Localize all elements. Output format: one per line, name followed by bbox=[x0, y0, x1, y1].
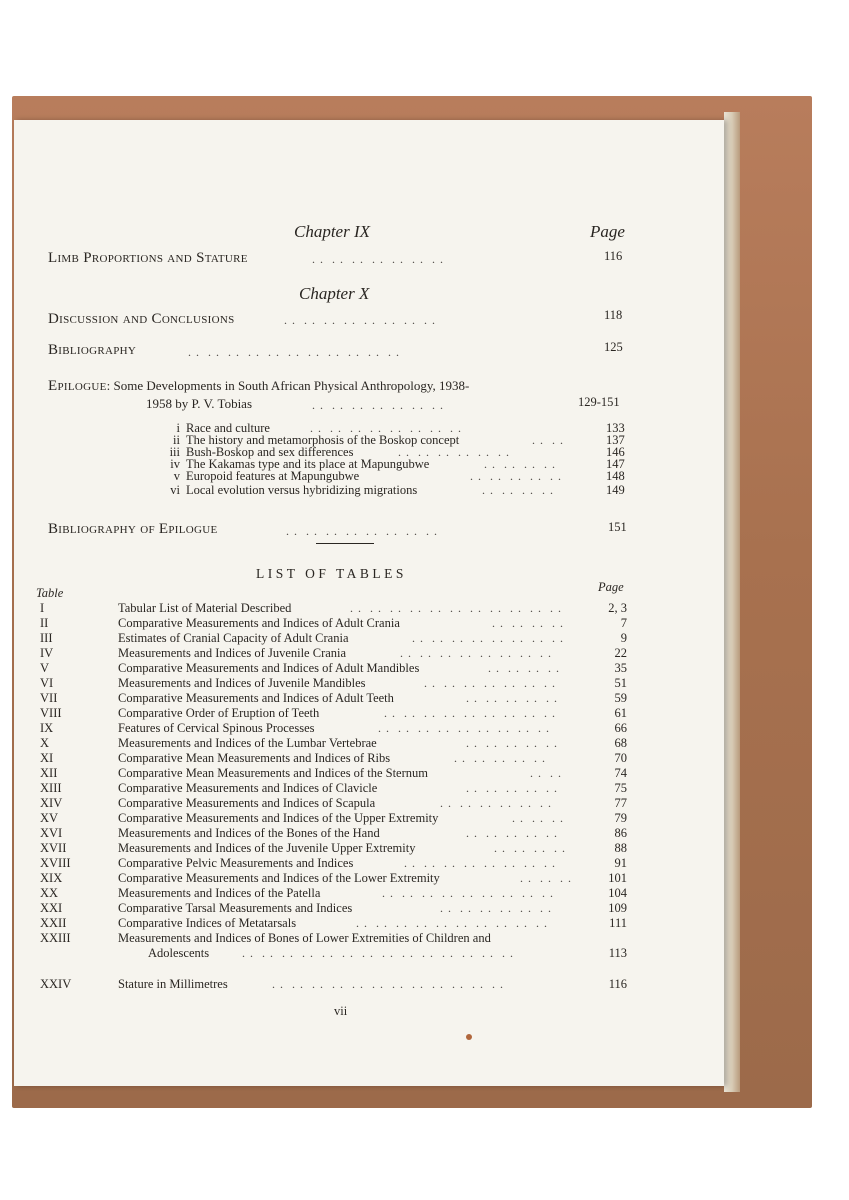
epilogue-section: ii The history and metamorphosis of the Boskop concept . . . . 137 bbox=[173, 433, 625, 447]
table-row: XIX Comparative Measurements and Indices of the Lower Extremity . . . . . . 101 bbox=[40, 871, 627, 885]
chapter-ix-title: Limb Proportions and Stature bbox=[48, 250, 248, 266]
leader-dots: . . . . . . . . . . . . . . bbox=[312, 252, 444, 266]
table-row: XV Comparative Measurements and Indices of the Upper Extremity . . . . . . 79 bbox=[40, 811, 627, 825]
leader-dots: . . . . . . . . . . . . . . . . bbox=[286, 524, 438, 538]
leader-dots: . . . . . . . . . . . . . . . . . . . . . . bbox=[188, 345, 400, 359]
epilogue-page: 129-151 bbox=[578, 395, 620, 409]
table-row: VI Measurements and Indices of Juvenile Mandibles . . . . . . . . . . . . . . 51 bbox=[40, 676, 627, 690]
table-row: XVII Measurements and Indices of the Juvenile Upper Extremity . . . . . . . . 88 bbox=[40, 841, 627, 855]
table-row: XI Comparative Mean Measurements and Indices of Ribs . . . . . . . . . . 70 bbox=[40, 751, 627, 765]
chapter-ix-heading: Chapter IX bbox=[294, 222, 371, 241]
table-row: IV Measurements and Indices of Juvenile Crania . . . . . . . . . . . . . . . . 22 bbox=[40, 646, 627, 660]
table-row: VIII Comparative Order of Eruption of Teeth . . . . . . . . . . . . . . . . . . 61 bbox=[40, 706, 627, 720]
epilogue-label: Epilogue bbox=[48, 378, 107, 394]
table-row: XVIII Comparative Pelvic Measurements and Indices . . . . . . . . . . . . . . . . 91 bbox=[40, 856, 627, 870]
bibliography-epilogue-title: Bibliography of Epilogue bbox=[48, 521, 218, 537]
epilogue-section: iii Bush-Boskop and sex differences . . . . . . . . . . . . 146 bbox=[169, 445, 625, 459]
section-divider bbox=[316, 543, 374, 544]
list-of-tables-title: LIST OF TABLES bbox=[256, 566, 407, 581]
table-row: XXII Comparative Indices of Metatarsals . . . . . . . . . . . . . . . . . . . . 111 bbox=[40, 916, 627, 930]
chapter-x-title: Discussion and Conclusions bbox=[48, 311, 235, 327]
table-row: XIV Comparative Measurements and Indices of Scapula . . . . . . . . . . . . 77 bbox=[40, 796, 627, 810]
chapter-x-page: 118 bbox=[604, 308, 623, 322]
table-row: I Tabular List of Material Described . . . . . . . . . . . . . . . . . . . . . . 2, 3 bbox=[40, 601, 627, 615]
table-row: V Comparative Measurements and Indices of Adult Mandibles . . . . . . . . 35 bbox=[40, 661, 627, 675]
table-row: X Measurements and Indices of the Lumbar Vertebrae . . . . . . . . . . 68 bbox=[40, 736, 627, 750]
ink-spot bbox=[466, 1034, 472, 1040]
table-column-heading: Table bbox=[36, 586, 64, 600]
table-row: III Estimates of Cranial Capacity of Adult Crania . . . . . . . . . . . . . . . . 9 bbox=[40, 631, 627, 645]
table-row: XII Comparative Mean Measurements and Indices of the Sternum . . . . 74 bbox=[40, 766, 627, 780]
table-row: II Comparative Measurements and Indices of Adult Crania . . . . . . . . 7 bbox=[40, 616, 627, 630]
table-list bbox=[0, 601, 849, 1001]
page-number: vii bbox=[334, 1004, 348, 1018]
epilogue-section: v Europoid features at Mapungubwe . . . . . . . . . . 148 bbox=[173, 469, 625, 483]
leader-dots: . . . . . . . . . . . . . . bbox=[312, 398, 444, 412]
chapter-ix-page: 116 bbox=[604, 249, 623, 263]
epilogue-line-2: 1958 by P. V. Tobias bbox=[146, 396, 253, 411]
page-column-heading: Page bbox=[598, 580, 624, 594]
leader-dots: . . . . . . . . . . . . . . . . bbox=[284, 313, 436, 327]
chapter-x-heading: Chapter X bbox=[299, 284, 370, 303]
epilogue-section: i Race and culture . . . . . . . . . . . . . . . . 133 bbox=[176, 421, 625, 435]
epilogue-subtitle: : Some Developments in South African Physical Anthropology, 1938- bbox=[106, 378, 470, 393]
bibliography-page: 125 bbox=[604, 340, 623, 354]
table-row: XX Measurements and Indices of the Patella . . . . . . . . . . . . . . . . . . 104 bbox=[40, 886, 627, 900]
epilogue-section: iv The Kakamas type and its place at Mapungubwe . . . . . . . . 147 bbox=[170, 457, 625, 471]
page-column-heading: Page bbox=[590, 222, 625, 241]
bibliography-title: Bibliography bbox=[48, 342, 137, 358]
table-row: XVI Measurements and Indices of the Bones of the Hand . . . . . . . . . . 86 bbox=[40, 826, 627, 840]
epilogue-section: vi Local evolution versus hybridizing migrations . . . . . . . . 149 bbox=[170, 483, 625, 497]
bibliography-epilogue-page: 151 bbox=[608, 520, 627, 534]
epilogue-line-1 bbox=[48, 377, 469, 395]
table-row: XXIV Stature in Millimetres . . . . . . . . . . . . . . . . . . . . . . . . 116 bbox=[40, 977, 627, 991]
table-row: XXI Comparative Tarsal Measurements and Indices . . . . . . . . . . . . 109 bbox=[40, 901, 627, 915]
table-row: IX Features of Cervical Spinous Processes . . . . . . . . . . . . . . . . . . 66 bbox=[40, 721, 627, 735]
table-row: XXIII Measurements and Indices of Bones of Lower Extremities of Children and Adolescents . . . . . . . . . . . . . . . . . . . . . . . . . . . . 113 bbox=[40, 931, 627, 960]
table-row: VII Comparative Measurements and Indices of Adult Teeth . . . . . . . . . . 59 bbox=[40, 691, 627, 705]
table-row: XIII Comparative Measurements and Indices of Clavicle . . . . . . . . . . 75 bbox=[40, 781, 627, 795]
